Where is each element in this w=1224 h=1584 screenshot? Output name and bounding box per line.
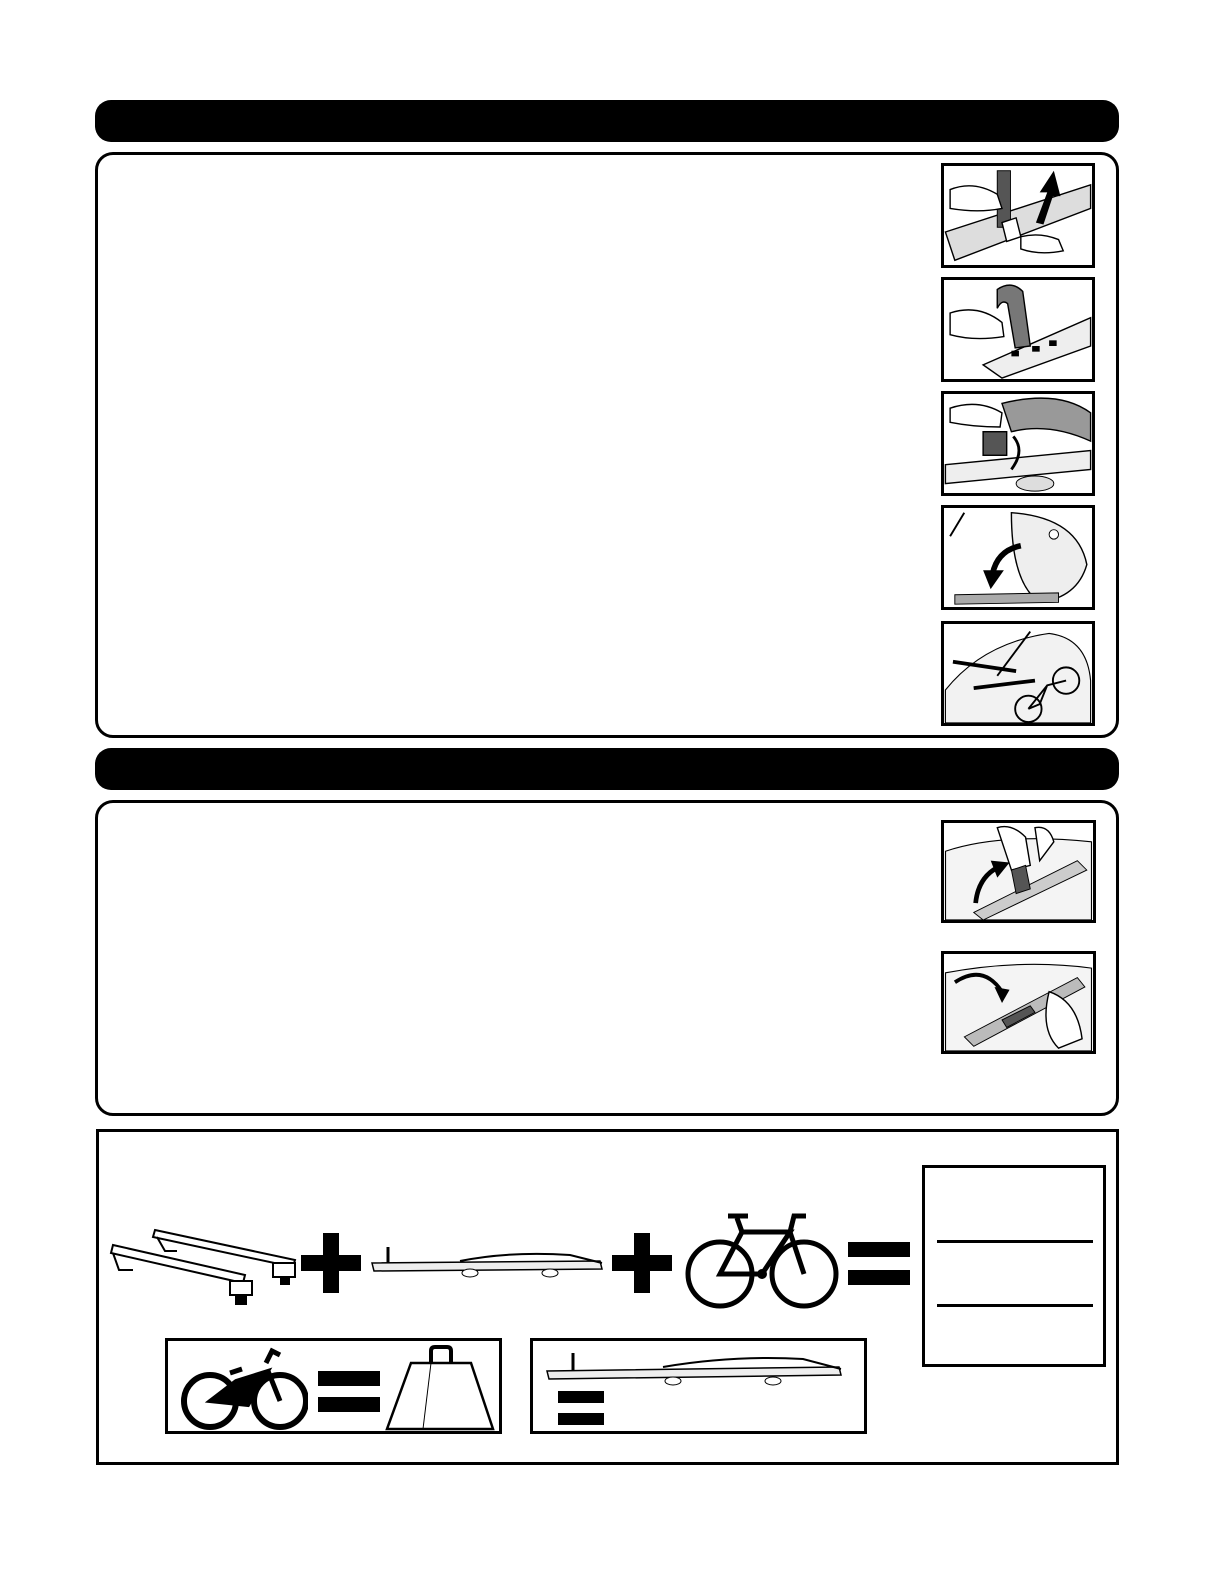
- step-strap-pull-up: [941, 163, 1095, 268]
- roof-bars-icon: [105, 1225, 300, 1310]
- section-header-bar-2: [95, 748, 1119, 790]
- plus-operator-2: [612, 1233, 672, 1293]
- strap-pull-up-icon: [944, 166, 1092, 265]
- arm-fold-down-icon: [944, 508, 1092, 607]
- section-header-bar-1: [95, 100, 1119, 142]
- equals-operator-small-2: [558, 1391, 604, 1427]
- bike-carrier-figure: [370, 1245, 605, 1281]
- equals-operator: [848, 1242, 910, 1287]
- equals-operator-small-1: [318, 1371, 380, 1413]
- total-weight-result-box: [922, 1165, 1106, 1367]
- bicycle-figure: [682, 1210, 842, 1312]
- lever-release-icon: [944, 823, 1093, 920]
- step-tray-fold: [941, 951, 1096, 1054]
- bike-carrier-icon: [370, 1245, 605, 1281]
- bike-equals-weight-box: [165, 1338, 502, 1434]
- strap-thread-icon: [944, 280, 1092, 379]
- step-strap-thread: [941, 277, 1095, 382]
- result-line-2: [937, 1304, 1093, 1307]
- knob-tighten-icon: [944, 394, 1092, 493]
- child-bike-icon: [178, 1343, 308, 1433]
- result-line-1: [937, 1240, 1093, 1243]
- weight-icon: [383, 1345, 498, 1433]
- plus-operator-1: [301, 1233, 361, 1293]
- tray-fold-icon: [944, 954, 1093, 1051]
- step-bike-on-roof: [941, 621, 1095, 726]
- step-knob-tighten: [941, 391, 1095, 496]
- bike-carrier-icon-small: [543, 1351, 843, 1387]
- carrier-equals-box: [530, 1338, 867, 1434]
- bike-on-roof-icon: [944, 624, 1092, 723]
- step-lever-release: [941, 820, 1096, 923]
- roof-bars-figure: [105, 1225, 300, 1310]
- step-arm-fold-down: [941, 505, 1095, 610]
- bicycle-icon: [682, 1210, 842, 1312]
